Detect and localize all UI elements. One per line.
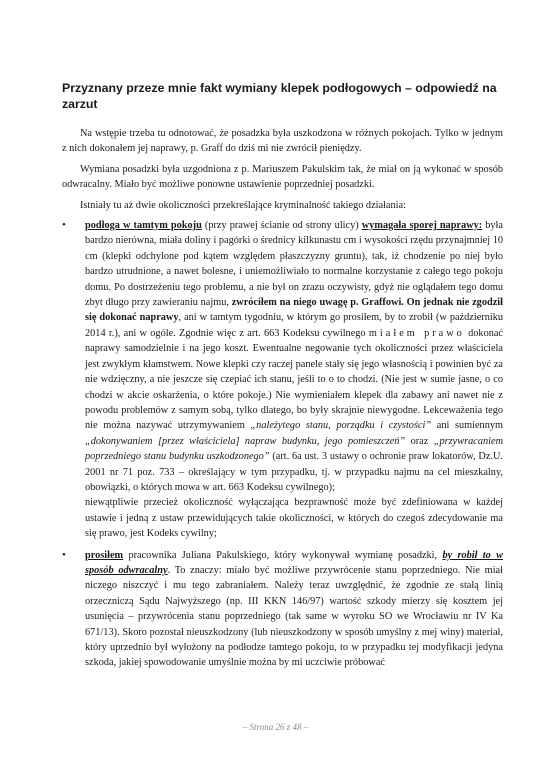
bullet-icon: • (62, 219, 66, 232)
item1-quote-1: „należytego stanu, porządku i czystości” (250, 420, 432, 432)
item1-text-c: , ani w tamtym tygodniu, w którym go prosiłem, by to zrobił (w październiku 2014 r.), ani w ogóle. Zgodnie więc z art. 663 Kodeksu cywilnego (85, 312, 503, 339)
section-heading: Przyznany przeze mnie fakt wymiany klepek podłogowych – odpowiedź na zarzut (62, 81, 497, 111)
item1-text-b: była bardzo nierówna, miała doliny i pagórki o średnicy kilkunastu cm i wysokości rzędu przynajmniej 10 cm (klepki odchylone pod kątem względem płaszczyzny gruntu), tak, iż chodzenie po niej było bardzo utrudnione, a nawet bolesne, i uniemożliwiało to normalne korzystanie z całego tego pokoju domu. Po dostrzeżeniu tego problemu, a nie był on zrazu oczywisty, gdyż nie oglądałem tego domu zbyt długo przy zawieraniu najmu, (85, 220, 503, 309)
item2-emphasis-reversible: by robił to w sposób odwracalny (85, 549, 503, 576)
item2-text-b: . To znaczy: miało być możliwe przywrócenie stanu poprzedniego. Nie miał niczego niszczyć i mu tego zabraniałem. Należy teraz uwzględnić, że zgodnie ze stałą linią orzeczniczą Sądu Najwyższego (np. III KKN 146/97) wartość szkody mierzy się kosztem jej usunięcia – przywrócenia stanu poprzedniego (tak same w wyroku SO we Wrocławiu nr IV Ka 671/13). Skoro pozostał nieuszkodzony (lub nieuszkodzony w sposób umyślny z mej winy) materiał, który uprzednio był wyłożony na podłodze tamtego pokoju, to w przypadku tej modyfikacji jedyna szkoda, jakiej spowodowanie umyślnie można by mi uczciwie próbować (85, 564, 503, 669)
paragraph-circumstances: Istniały tu aż dwie okoliczności przekreślające kryminalność takiego działania: (80, 199, 406, 211)
item2-lead: prosiłem (85, 549, 124, 561)
bullet-icon: • (62, 548, 66, 561)
paragraph-agreement: Wymiana posadzki była uzgodniona z p. Mariuszem Pakulskim tak, że miał on ją wykonać w sposób odwracalny. Miało być możliwe ponowne ustawienie poprzedniej posadzki. (62, 163, 503, 191)
item1-text-g: (art. 6a ust. 3 ustawy o ochronie praw lokatorów, Dz.U. 2001 nr 71 poz. 733 – określający w tym przypadku, tj. w przypadku najmu na cel mieszkalny, obowiązki, o których mowa w art. 663 Kodeksu cywilnego); (85, 451, 503, 493)
item1-emphasis-refusal: zwróciłem na niego uwagę p. Graffowi. On jednak nie zgodził się dokonać naprawy (85, 297, 503, 324)
item1-spaced-right: miałem prawo (368, 327, 465, 339)
item1-quote-3: „przywracaniem poprzedniego stanu budynku uszkodzonego” (85, 435, 503, 463)
list-item-reversible (62, 548, 503, 671)
list-item-floor-repair (62, 218, 503, 495)
item1-text-f: oraz (405, 435, 434, 447)
circumstances-list (62, 218, 503, 495)
item1-lead: podłoga w tamtym pokoju (85, 220, 202, 232)
item1-text-e: ani sumiennym (431, 420, 504, 432)
item1-quote-2: „dokonywaniem [przez właściciela] napraw budynku, jego pomieszczeń” (85, 435, 406, 447)
item1-emphasis-repair: wymagała sporej naprawy: (361, 220, 483, 232)
item2-text-a: pracownika Juliana Pakulskiego, który wykonywał wymianę posadzki, (123, 549, 443, 561)
circumstances-list-2 (62, 548, 503, 671)
item1-text-a: (przy prawej ścianie od strony ulicy) (201, 220, 362, 232)
item1-text-d: dokonać naprawy samodzielnie i na jego koszt. Ewentualne negowanie tych okoliczności przez właściciela jest zwykłym kłamstwem. Nowe klepki czy raczej panele stały się jego własnością i powinien być za nie wdzięczny, a nie jeszcze się czepiać ich stanu, jeśli to o to chodzi. (Nie jest w sumie jasne, o co chodzi w akcie oskarżenia, o które pokoje.) Nie wymieniałem klepek dla zabawy ani nawet nie z powodu problemów z samym sobą, tylko dlatego, bo były skrajnie niewygodne. Lekceważenia tego nie można nazywać utrzymywaniem (85, 327, 504, 432)
paragraph-intro: Na wstępie trzeba tu odnotować, że posadzka była uszkodzona w różnych pokojach. Tylko w jednym z nich dokonałem jej naprawy, p. Graff do dziś mi nie zwrócił pieniędzy. (62, 128, 503, 155)
document-body (62, 126, 503, 671)
paragraph-continuation: niewątpliwie przecież okoliczność wyłączająca bezprawność może być zdefiniowana w każdej ustawie i jedną z ustaw przewidujących takie okoliczności, w których do czegoś zdecydowanie ma się prawo, jest Kodeks cywilny; (85, 497, 503, 540)
page-number-footer: – Strona 26 z 48 – (242, 722, 309, 732)
